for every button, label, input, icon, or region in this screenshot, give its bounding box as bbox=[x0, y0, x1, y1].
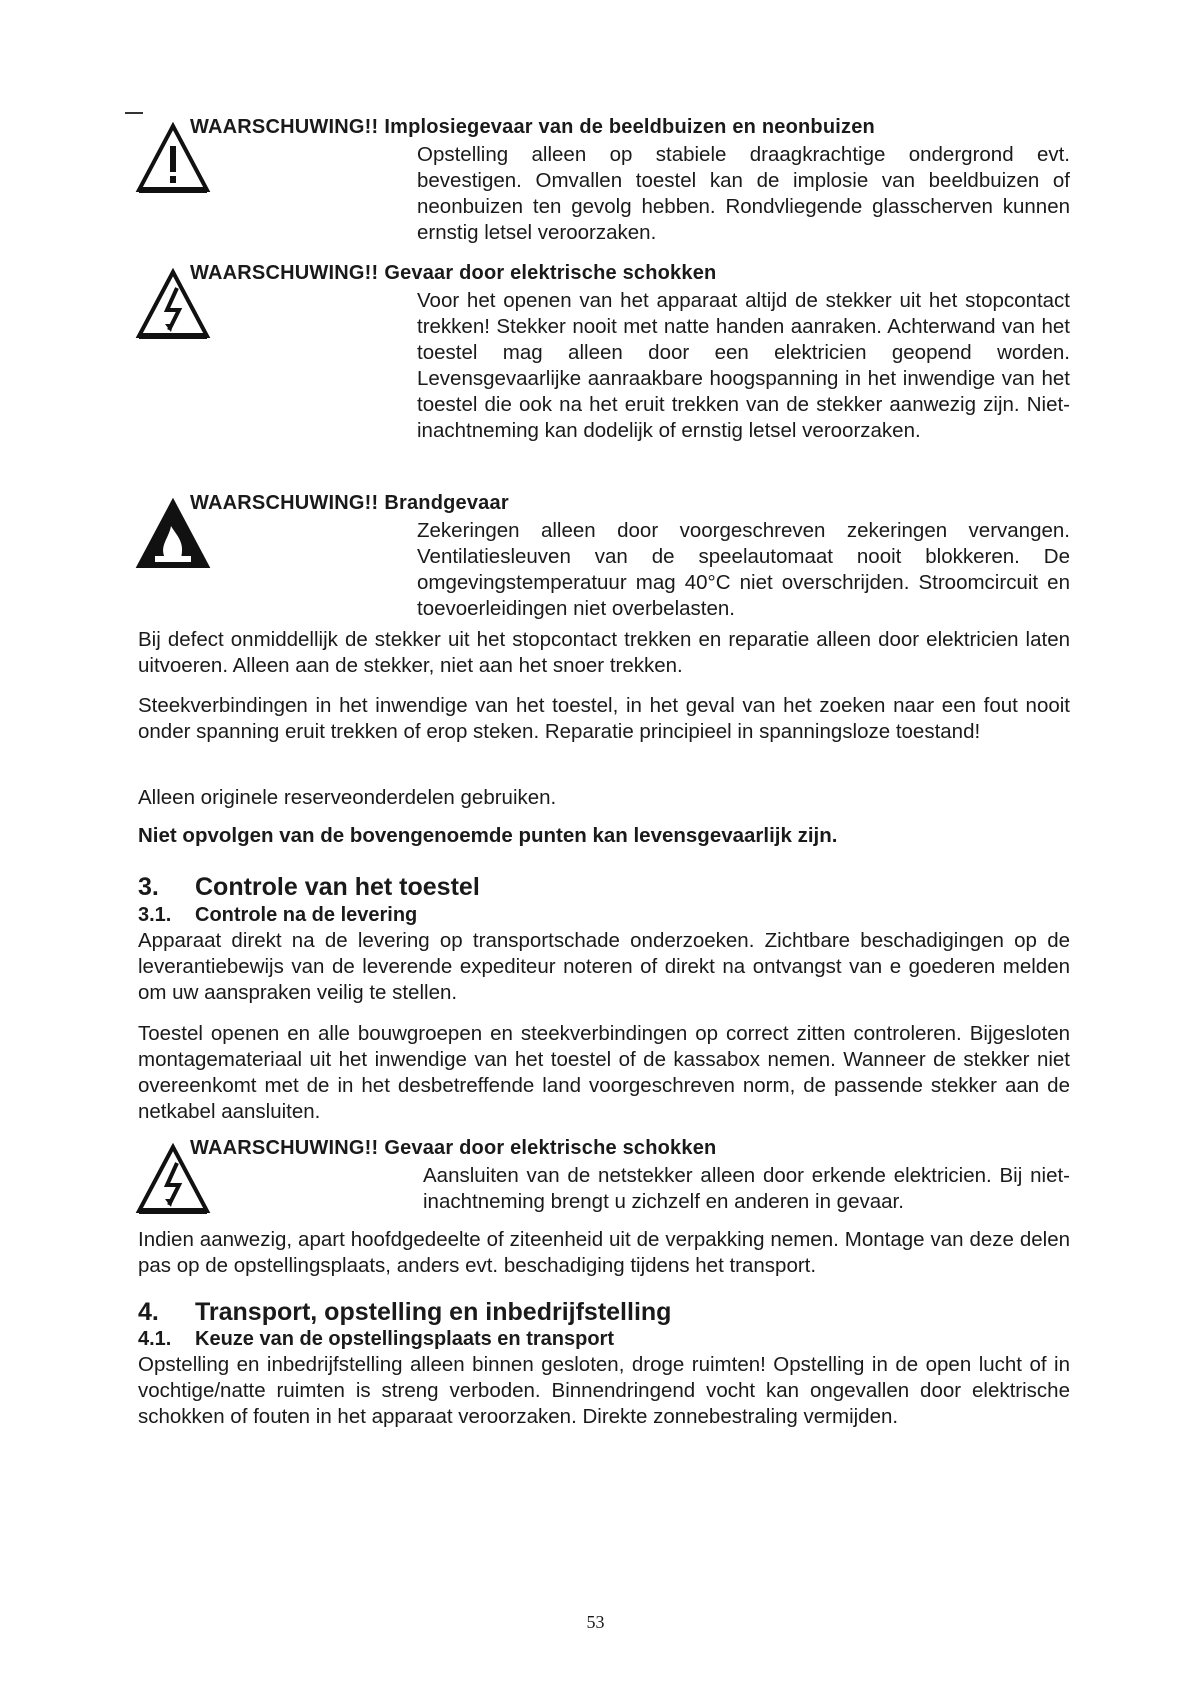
paragraph-steekverbindingen: Steekverbindingen in het inwendige van het toestel, in het geval van het zoeken naar een fout nooit onder spanning eruit trekken of erop steken. Reparatie principieel in spanningsloze toestand! bbox=[138, 694, 1070, 743]
warning-text: Aansluiten van de netstekker alleen door erkende elektricien. Bij niet-inachtneming brengt u zichzelf en anderen in gevaar. bbox=[423, 1164, 1070, 1213]
warning-text: Opstelling alleen op stabiele draagkrachtige ondergrond evt. bevestigen. Omvallen toestel kan de implosie van beeldbuizen of neonbuizen ten gevolg hebben. Rondvliegende glasscherven kunnen ernstig letsel veroorzaken. bbox=[417, 143, 1070, 244]
subsection-heading-3-1: 3.1. Controle na de levering bbox=[138, 904, 418, 926]
page-number: 53 bbox=[586, 1612, 605, 1632]
warning-heading: WAARSCHUWING!! Gevaar door elektrische schokken bbox=[190, 262, 717, 284]
paragraph-aanwezig: Indien aanwezig, apart hoofdgedeelte of ziteenheid uit de verpakking nemen. Montage van deze delen pas op de opstellingsplaats, anders evt. beschadiging tijdens het transport. bbox=[138, 1228, 1070, 1277]
warning-heading: WAARSCHUWING!! Implosiegevaar van de beeldbuizen en neonbuizen bbox=[190, 116, 875, 138]
warning-heading: WAARSCHUWING!! Brandgevaar bbox=[190, 492, 509, 514]
warning-text: Zekeringen alleen door voorgeschreven zekeringen vervangen. Ventilatiesleuven van de speelautomaat nooit blokkeren. De omgevingstemperatuur mag 40°C niet overschrijden. Stroomcircuit en toevoerleidingen niet overbelasten. bbox=[417, 519, 1070, 620]
paragraph-opstelling: Opstelling en inbedrijfstelling alleen binnen gesloten, droge ruimten! Opstelling in de open lucht of in vochtige/natte ruimten is streng verboden. Binnendringend vocht kan ongevallen door elektrische schokken of fouten in het apparaat veroorzaken. Direkte zonnebestraling vermijden. bbox=[138, 1353, 1070, 1428]
paragraph-defect: Bij defect onmiddellijk de stekker uit het stopcontact trekken en reparatie alleen door elektricien laten uitvoeren. Alleen aan de stekker, niet aan het snoer trekken. bbox=[138, 628, 1070, 677]
section-heading-3: 3. Controle van het toestel bbox=[138, 873, 480, 901]
section-heading-4: 4. Transport, opstelling en inbedrijfstelling bbox=[138, 1298, 672, 1326]
paragraph-niet-opvolgen: Niet opvolgen van de bovengenoemde punten kan levensgevaarlijk zijn. bbox=[138, 824, 838, 847]
paragraph-originele-onderdelen: Alleen originele reserveonderdelen gebruiken. bbox=[138, 786, 557, 809]
margin-dash bbox=[125, 112, 143, 114]
warning-heading: WAARSCHUWING!! Gevaar door elektrische schokken bbox=[190, 1137, 717, 1159]
subsection-heading-4-1: 4.1. Keuze van de opstellingsplaats en transport bbox=[138, 1328, 614, 1350]
paragraph-levering: Apparaat direkt na de levering op transportschade onderzoeken. Zichtbare beschadigingen op de leverantiebewijs van de leverende expediteur noteren of direkt na ontvangst van e goederen melden om uw aanspraken veilig te stellen. bbox=[138, 929, 1070, 1004]
paragraph-toestel-openen: Toestel openen en alle bouwgroepen en steekverbindingen op correct zitten controleren. Bijgesloten montagemateriaal uit het inwendige van het toestel of de kassabox nemen. Wanneer de stekker niet overeenkomt met de in het desbetreffende land voorgeschreven norm, de passende stekker aan de netkabel aansluiten. bbox=[138, 1022, 1070, 1123]
warning-text: Voor het openen van het apparaat altijd de stekker uit het stopcontact trekken! Stekker nooit met natte handen aanraken. Achterwand van het toestel mag alleen door een elektricien geopend worden. Levensgevaarlijke aanraakbare hoogspanning in het inwendige van het toestel die ook na het eruit trekken van de stekker aanwezig zijn. Niet-inachtneming kan dodelijk of ernstig letsel veroorzaken. bbox=[417, 289, 1070, 442]
